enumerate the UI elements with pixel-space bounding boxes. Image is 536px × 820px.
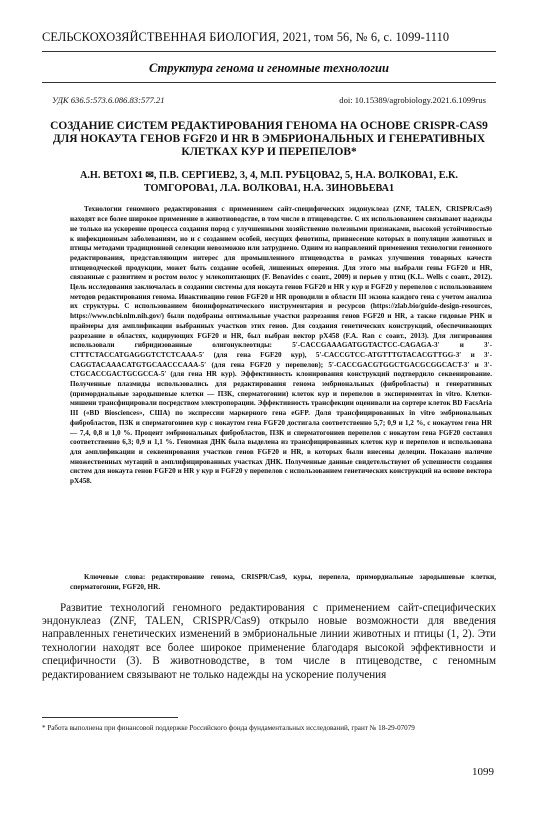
udc-code: УДК 636.5:573.6.086.83:577.21	[52, 95, 165, 105]
funding-footnote: * Работа выполнена при финансовой поддержке Российского фонда фундаментальных исследований, грант № 18-29-07079	[42, 723, 415, 732]
header-divider	[42, 51, 496, 52]
abstract: Технологии геномного редактирования с применением сайт-специфических эндонуклеаз (ZNF, TALEN, CRISPR/Cas9) находят все более широкое применение в животноводстве, в том числе в птицеводстве. С их использованием связывают надежды не только на ускорение процесса создания пород с улучшенными хозяйственно полезными признаками, высокой устойчивостью к инфекционным заболеваниям, но и с созданием особей, несущих фенотипы, привнесение которых в популяции животных и птицы методами традиционной селекции невозможно или затруднено. Одним из направлений применения технологии геномного редактирования, представляющим интерес для промышленного птицеводства в рамках улучшения товарных качеств птицеводческой продукции, может быть создание особей, лишенных оперения. Для этого мы выбрали гены FGF20 и HR, связанные с развитием и ростом волос у млекопитающих (F. Benavides с соавт., 2009) и перьев у птиц (K.L. Wells с соавт., 2012). Цель исследования заключалась в создании системы для нокаута генов FGF20 и HR у кур и FGF20 у перепелов с использованием методов редактирования генома. Инактивацию генов FGF20 и HR проводили в области III экзона каждого гена с учетом анализа их структуры. С использованием биоинформатического инструментария и ресурсов (https://zlab.bio/guide-design-resources, https://www.ncbi.nlm.nih.gov/) были подобраны оптимальные участки разрезания генов FGF20 и HR, а также гидовые РНК и праймеры для амплификации выбранных участков этих генов. Для создания генетических конструкций, обеспечивающих разрезание в областях, кодирующих FGF20 и HR, был выбран вектор pX458 (F.A. Ran с соавт., 2013). Для лигирования использовали гибридизованные олигонуклеотиды: 5′-CACCGAAAGATGGTACTCC-CAGAGA-3′ и 3′-CTTTCTACCATGAGGGTCTCTCAAA-5′ (для гена FGF20 кур), 5′-CACCGTCC-ATGTTTGTACACGTTGG-3′ и 3′-CAGGTACAAACATGTGCAACCCAAA-5′ (для гена FGF20 у перепелов); 5′-CACCGACGTGGCTGACGCGGCACT-3′ и 3′-CTGCACCGACTGCGCCA-5′ (для гена HR кур). Эффективность клонирования конструкций подтвердило секвенирование. Полученные плазмиды использовались для редактирования генома эмбриональных (фибробласты) и генеративных (примордиальные зародышевые клетки — ПЗК, сперматогонии) клеток кур и перепелов в экспериментах in vitro. Клетки-мишени трансфицировали посредством электропорации. Эффективность трансфекции оценивали на сортере клеток BD FacsAria III («BD Biosciences», США) по экспрессии маркерного гена eGFP. Доля трансфицированных in vitro эмбриональных фибробластов, ПЗК и сперматогониев кур с нокаутом гена FGF20 достигала соответственно 5,7; 0,9 и 1,2 %, с нокаутом гена HR — 7,4, 0,8 и 1,0 %. Процент эмбриональных фибробластов, ПЗК и сперматогониев перепелов с нокаутом гена FGF20 составил соответственно 6,3; 0,9 и 1,1 %. Геномная ДНК была выделена из трансфицированных клеток кур и перепелов и использована для амплификации и секвенирования участков генов FGF20 и HR, в которых были внесены делеции. Показано наличие множественных мутаций в амплифицированных участках ДНК. Полученные данные свидетельствуют об успешности создания систем для нокаута генов FGF20 и HR у кур и FGF20 у перепелов с использованием генетических конструкций на основе вектора pX458.	[70, 205, 492, 486]
page-number: 1099	[472, 766, 494, 778]
doi-link[interactable]: doi: 10.15389/agrobiology.2021.6.1099rus	[339, 95, 486, 105]
article-meta-row	[42, 95, 496, 105]
footnote-divider	[42, 717, 178, 718]
keywords: Ключевые слова: редактирование генома, CRISPR/Cas9, куры, перепела, примордиальные зародышевые клетки, сперматогонии, FGF20, HR.	[70, 573, 496, 592]
section-rubric: Структура генома и геномные технологии	[148, 61, 390, 75]
article-title: СОЗДАНИЕ СИСТЕМ РЕДАКТИРОВАНИЯ ГЕНОМА НА ОСНОВЕ CRISPR-CAS9 ДЛЯ НОКАУТА ГЕНОВ FGF20 И HR В ЭМБРИОНАЛЬНЫХ И ГЕНЕРАТИВНЫХ КЛЕТКАХ КУР И ПЕРЕПЕЛОВ*	[50, 120, 488, 159]
rubric-divider	[42, 82, 496, 83]
journal-header: СЕЛЬСКОХОЗЯЙСТВЕННАЯ БИОЛОГИЯ, 2021, том 56, № 6, с. 1099-1110	[42, 30, 450, 44]
author-list: А.Н. ВЕТОХ1 ✉, П.В. СЕРГИЕВ2, 3, 4, М.П. РУБЦОВА2, 5, Н.А. ВОЛКОВА1, Е.К. ТОМГОРОВА1, Л.А. ВОЛКОВА1, Н.А. ЗИНОВЬЕВА1	[80, 169, 458, 195]
body-paragraph: Развитие технологий геномного редактирования с применением сайт-специфических эндонуклеаз (ZNF, TALEN, CRISPR/Cas9) открыло новые возможности для введения направленных генетических изменений в эмбриональные линии животных и птицы (1, 2). Эти технологии находят все более широкое применение благодаря высокой эффективности и специфичности (3). В животноводстве, в том числе в птицеводстве, с геномным редактированием связывают не только надежды на ускорение получения	[42, 601, 496, 681]
